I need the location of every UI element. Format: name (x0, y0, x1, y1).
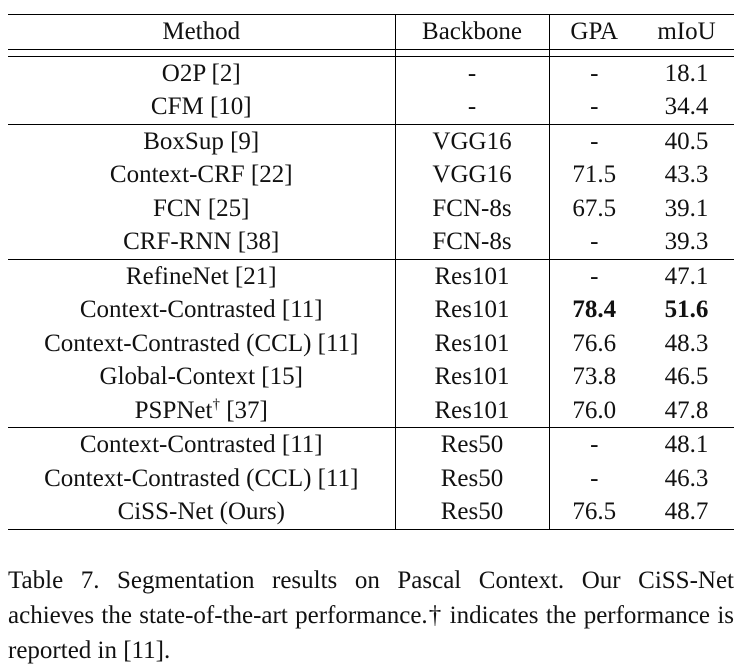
method-ref: [37] (219, 396, 268, 424)
cell-backbone: Res50 (395, 462, 549, 496)
cell-miou: 48.1 (639, 428, 734, 462)
cell-backbone: VGG16 (395, 158, 549, 192)
cell-miou: 39.1 (664, 194, 709, 222)
table-row (8, 124, 734, 158)
cell-method: Context-Contrasted [11] (8, 428, 395, 462)
table-row (8, 192, 734, 226)
cell-gpa: - (549, 90, 639, 124)
cell-method: RefineNet [21] (8, 259, 395, 293)
table-row (8, 462, 734, 496)
cell-method: CFM [10] (150, 93, 252, 120)
cell-backbone: Res101 (395, 259, 549, 293)
cell-method (8, 394, 395, 428)
cell-backbone: - (395, 56, 549, 90)
cell-gpa: - (549, 428, 639, 462)
cell-miou: 46.5 (664, 363, 709, 390)
cell-backbone: Res50 (395, 495, 549, 529)
cell-method: Context-CRF [22] (109, 161, 293, 188)
table-row (8, 428, 734, 462)
table-row (8, 495, 734, 529)
table-row (8, 394, 734, 428)
cell-gpa: 73.8 (549, 360, 639, 394)
cell-miou: 47.1 (639, 259, 734, 293)
cell-backbone: FCN-8s (395, 192, 549, 226)
cell-gpa: 76.6 (549, 327, 639, 361)
cell-backbone: FCN-8s (395, 225, 549, 259)
table-row (8, 225, 734, 259)
cell-gpa: - (549, 462, 639, 496)
table-row (8, 56, 734, 90)
cell-backbone: Res101 (395, 394, 549, 428)
cell-backbone: - (395, 90, 549, 124)
cell-backbone: VGG16 (395, 124, 549, 158)
cell-gpa: 71.5 (549, 158, 639, 192)
cell-gpa-best: 78.4 (572, 296, 617, 323)
cell-miou: 47.8 (664, 396, 709, 424)
table-row (8, 158, 734, 192)
cell-miou: 40.5 (639, 124, 734, 158)
cell-gpa: 76.0 (549, 394, 639, 428)
cell-backbone: Res50 (395, 428, 549, 462)
cell-gpa: 67.5 (549, 192, 639, 226)
cell-gpa: 76.5 (549, 495, 639, 529)
cell-method: Context-Contrasted (CCL) [11] (44, 329, 359, 357)
header-gpa: GPA (549, 15, 639, 50)
header-method: Method (8, 15, 395, 50)
table-row (8, 360, 734, 394)
cell-miou: 18.1 (639, 56, 734, 90)
cell-method: FCN [25] (152, 194, 250, 222)
cell-method: Context-Contrasted (CCL) [11] (44, 464, 359, 492)
cell-miou: 34.4 (664, 93, 709, 120)
cell-method: BoxSup [9] (8, 124, 395, 158)
cell-gpa: - (549, 259, 639, 293)
dagger-mark: † (212, 396, 220, 413)
table-row (8, 90, 734, 124)
table-row (8, 259, 734, 293)
cell-miou: 48.3 (664, 329, 709, 357)
cell-gpa: - (549, 56, 639, 90)
results-table-container (8, 14, 734, 530)
cell-miou: 46.3 (664, 464, 709, 492)
header-backbone: Backbone (395, 15, 549, 50)
cell-method: CRF-RNN [38] (123, 228, 280, 255)
cell-method: CiSS-Net (Ours) (8, 495, 395, 529)
table-row-best (8, 293, 734, 327)
header-miou: mIoU (639, 15, 734, 50)
header-row (8, 15, 734, 50)
cell-method: O2P [2] (8, 56, 395, 90)
cell-miou: 39.3 (664, 228, 709, 255)
cell-method: Global-Context [15] (99, 363, 303, 390)
cell-miou: 48.7 (639, 495, 734, 529)
cell-backbone: Res101 (395, 293, 549, 327)
cell-backbone: Res101 (395, 360, 549, 394)
cell-miou: 43.3 (664, 161, 709, 188)
cell-method: Context-Contrasted [11] (79, 296, 323, 323)
cell-backbone: Res101 (395, 327, 549, 361)
cell-miou-best: 51.6 (664, 296, 709, 323)
table-row (8, 327, 734, 361)
table-caption: Table 7. Segmentation results on Pascal Context. Our CiSS-Net achieves the state-of-the-art performance.† indicates the performance is reported in [11]. (8, 567, 734, 664)
results-table (8, 14, 734, 530)
cell-gpa: - (549, 124, 639, 158)
method-name: PSPNet (134, 396, 213, 424)
cell-gpa: - (549, 225, 639, 259)
